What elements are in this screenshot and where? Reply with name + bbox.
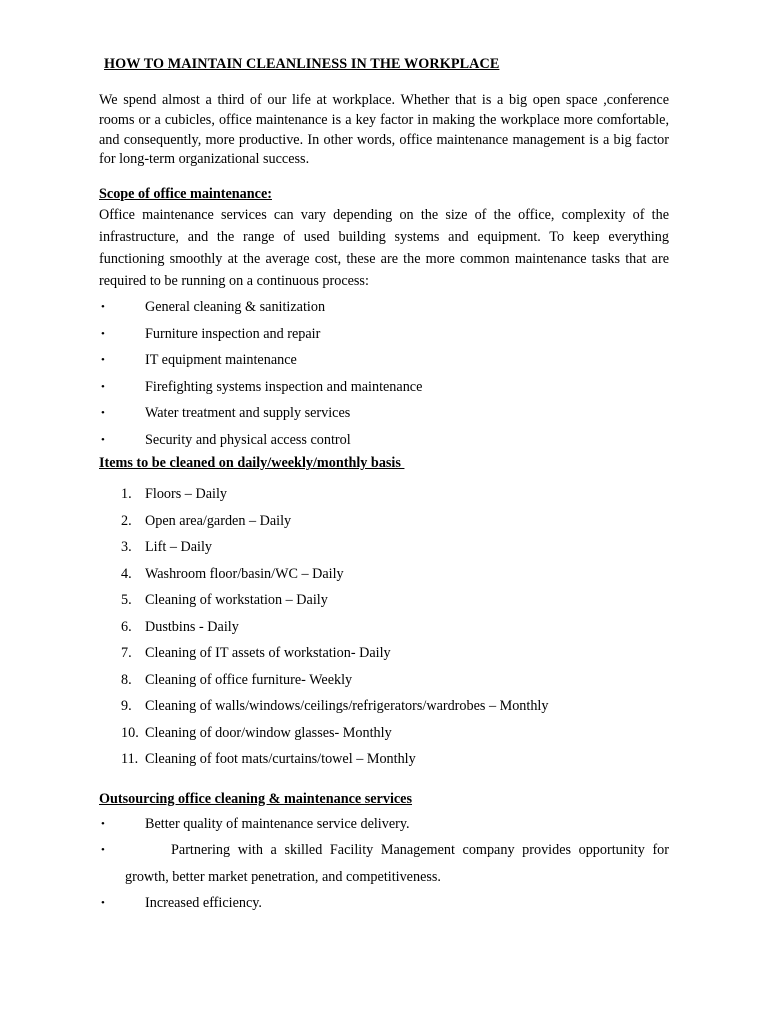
list-item-text: Increased efficiency.	[145, 895, 262, 912]
document-title: HOW TO MAINTAIN CLEANLINESS IN THE WORKPLACE	[104, 56, 500, 72]
list-number: 5.	[121, 592, 132, 609]
list-item-text: Dustbins - Daily	[145, 618, 239, 635]
list-item-text: IT equipment maintenance	[145, 352, 297, 369]
list-item	[99, 837, 669, 890]
scope-paragraph: Office maintenance services can vary depending on the size of the office, complexity of the infrastructure, and the range of used building systems and equipment. To keep everything functioning smoothly at the average cost, these are the more common maintenance tasks that are required to be running on a continuous process:	[99, 207, 669, 290]
list-item	[99, 640, 669, 667]
bullet-icon: •	[101, 301, 105, 314]
list-item	[99, 811, 669, 838]
list-item-text: Furniture inspection and repair	[145, 325, 321, 342]
list-item-text: Floors – Daily	[145, 486, 227, 503]
bullet-icon: •	[101, 407, 105, 420]
bullet-icon: •	[101, 817, 105, 830]
list-item	[99, 374, 669, 401]
list-number: 6.	[121, 618, 132, 635]
list-item-text: Lift – Daily	[145, 539, 212, 556]
list-item-text: Firefighting systems inspection and maintenance	[145, 378, 423, 395]
list-item	[99, 693, 669, 720]
list-item	[99, 561, 669, 588]
outsourcing-list	[99, 811, 669, 917]
outsourcing-heading: Outsourcing office cleaning & maintenance services	[99, 790, 412, 807]
list-item-text: Better quality of maintenance service delivery.	[145, 815, 410, 832]
bullet-icon: •	[101, 354, 105, 367]
list-item-text: Security and physical access control	[145, 431, 351, 448]
list-item	[99, 720, 669, 747]
list-item-text: Cleaning of foot mats/curtains/towel – Monthly	[145, 751, 416, 768]
list-number: 10.	[121, 724, 139, 741]
list-item-text: Open area/garden – Daily	[145, 512, 292, 529]
list-item	[99, 321, 669, 348]
list-item	[99, 587, 669, 614]
list-item	[99, 614, 669, 641]
document-page	[99, 56, 669, 917]
list-number: 4.	[121, 565, 132, 582]
list-item	[99, 347, 669, 374]
scope-heading: Scope of office maintenance:	[99, 186, 272, 203]
list-item	[99, 508, 669, 535]
list-item	[99, 427, 669, 454]
list-item	[99, 481, 669, 508]
list-item	[99, 400, 669, 427]
bullet-icon: •	[101, 327, 105, 340]
list-item-text: Cleaning of walls/windows/ceilings/refrigerators/wardrobes – Monthly	[145, 698, 549, 715]
cleaning-schedule-list	[99, 481, 669, 773]
scope-list	[99, 294, 669, 453]
list-item-text: Washroom floor/basin/WC – Daily	[145, 565, 344, 582]
list-item-text: Partnering with a skilled Facility Management company provides opportunity for growth, better market penetration, and competitiveness.	[125, 842, 669, 885]
bullet-icon: •	[101, 844, 105, 857]
list-number: 11.	[121, 751, 139, 768]
list-item-text: Cleaning of office furniture- Weekly	[145, 671, 353, 688]
list-number: 8.	[121, 671, 132, 688]
items-heading: Items to be cleaned on daily/weekly/monthly basis	[99, 455, 405, 472]
intro-paragraph: We spend almost a third of our life at workplace. Whether that is a big open space ,conference rooms or a cubicles, office maintenance is a key factor in making the workplace more comfortable, and consequently, more productive. In other words, office maintenance management is a big factor for long-term organizational success.	[99, 92, 669, 168]
list-item	[99, 294, 669, 321]
bullet-icon: •	[101, 380, 105, 393]
bullet-icon: •	[101, 433, 105, 446]
list-number: 9.	[121, 698, 132, 715]
list-item-text: Cleaning of door/window glasses- Monthly	[145, 724, 392, 741]
list-number: 1.	[121, 486, 132, 503]
list-item-text: Cleaning of workstation – Daily	[145, 592, 328, 609]
list-number: 3.	[121, 539, 132, 556]
list-number: 7.	[121, 645, 132, 662]
list-number: 2.	[121, 512, 132, 529]
list-item-text: Cleaning of IT assets of workstation- Daily	[145, 645, 391, 662]
list-item	[99, 534, 669, 561]
list-item-text: General cleaning & sanitization	[145, 299, 326, 316]
list-item-text: Water treatment and supply services	[145, 405, 351, 422]
list-item	[99, 667, 669, 694]
bullet-icon: •	[101, 897, 105, 910]
list-item	[99, 890, 669, 917]
list-item	[99, 746, 669, 773]
